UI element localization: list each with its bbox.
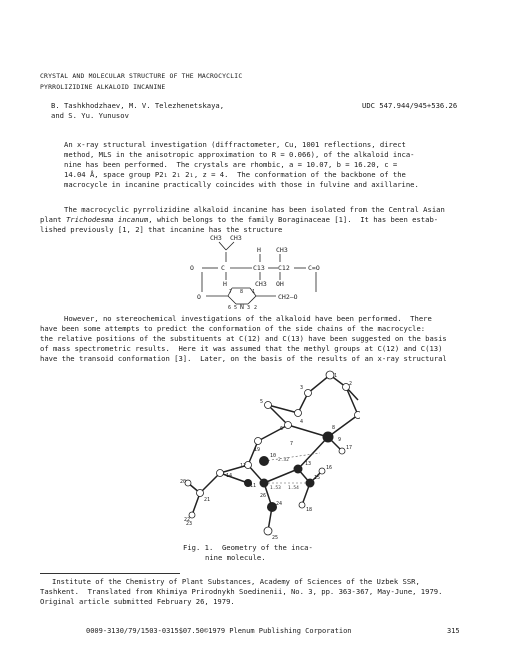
formula-label: O xyxy=(190,264,194,272)
authors-line1: B. Tashkhodzhaev, M. V. Telezhenetskaya, xyxy=(51,101,225,110)
formula-label: N xyxy=(240,303,244,310)
para2-line: the relative positions of the substituents at C(12) and C(13) have been suggested on the basis xyxy=(40,334,447,343)
atom-label: 11 xyxy=(250,483,257,489)
abstract-line: 14.04 Å, space group P2₁ 2₁ 2₁, z = 4. The conformation of the backbone of the xyxy=(64,170,406,179)
authors-line2: and S. Yu. Yunusov xyxy=(51,111,129,120)
footnote-line3: Original article submitted February 26, 1979. xyxy=(40,597,235,606)
formula-label: C xyxy=(221,264,225,272)
atom-label: 10 xyxy=(270,453,277,459)
atom-label: 9 xyxy=(338,437,342,443)
figure-caption-line2: nine molecule. xyxy=(205,553,266,562)
atom-label: 4 xyxy=(300,419,304,425)
atom-label: 17 xyxy=(346,445,353,451)
para2-line: of mass spectrometric results. Here it was assumed that the methyl groups at C(12) and C(13) xyxy=(40,344,443,353)
atom-label: 18 xyxy=(306,507,313,513)
bond-length-label: 1.54 xyxy=(288,486,299,491)
bond-length-label: 1.53 xyxy=(270,486,281,491)
formula-label: OH xyxy=(276,280,284,288)
atom-label: 23 xyxy=(186,521,193,527)
formula-label: CH3 xyxy=(210,234,222,242)
para1-line3: lished previously [1, 2] that incanine has the structure xyxy=(40,225,283,234)
atom-label: 21 xyxy=(204,497,211,503)
atom-label: 7 xyxy=(290,441,294,447)
para2-line: However, no stereochemical investigations of the alkaloid have been performed. There xyxy=(64,314,432,323)
figure-caption-line1: Fig. 1. Geometry of the inca- xyxy=(183,543,313,552)
atom-label: 2 xyxy=(349,381,353,387)
abstract-line: nine has been performed. The crystals are rhombic, a = 10.07, b = 16.20, c = xyxy=(64,160,398,169)
para2-line: have the transoid conformation [3]. Later, on the basis of the results of an x-ray structural xyxy=(40,354,447,363)
formula-label: C12 xyxy=(278,264,290,272)
species-name: Trichodesma incanum xyxy=(65,215,149,224)
formula-label: C=O xyxy=(308,264,320,272)
footnote-line2: Tashkent. Translated from Khimiya Prirodnykh Soedinenii, No. 3, pp. 363-367, May-June, 1979. xyxy=(40,587,443,596)
para2-line: have been some attempts to predict the conformation of the side chains of the macrocycle: xyxy=(40,324,426,333)
atom-label: 12 xyxy=(240,463,247,469)
formula-label: H xyxy=(257,246,261,254)
formula-label: H xyxy=(223,280,227,288)
bond-length-label: 2.32 xyxy=(278,458,289,463)
atom-label: 14 xyxy=(226,473,233,479)
formula-label: 1 xyxy=(252,289,256,295)
footnote-divider xyxy=(40,573,180,574)
incanine-structure-formula xyxy=(170,230,370,310)
paper-title-line2: PYRROLIZIDINE ALKALOID INCANINE xyxy=(40,83,166,91)
atom-label: 19 xyxy=(254,447,261,453)
formula-label: 7 xyxy=(229,289,233,295)
page-number: 315 xyxy=(447,627,460,635)
atom-label: 20 xyxy=(180,479,187,485)
atom-label: 24 xyxy=(276,501,283,507)
atom-label: 15 xyxy=(314,475,321,481)
abstract-line: method, MLS in the anisotropic approximation to R = 0.066), of the alkaloid inca- xyxy=(64,150,415,159)
formula-label: CH3 xyxy=(255,280,267,288)
copyright-code: 0009-3130/79/1503-0315$07.50©1979 Plenum Publishing Corporation xyxy=(86,627,352,635)
atom-label: 22 xyxy=(184,517,191,523)
formula-label: CH3 xyxy=(276,246,288,254)
atom-label: 16 xyxy=(326,465,333,471)
formula-label: O xyxy=(197,293,201,301)
atom-label: 3 xyxy=(300,385,304,391)
paper-title-line1: CRYSTAL AND MOLECULAR STRUCTURE OF THE MACROCYCLIC xyxy=(40,72,243,80)
atom-label: 1 xyxy=(334,373,338,379)
formula-label: 2 xyxy=(254,305,258,310)
formula-label: CH2—O xyxy=(278,293,298,301)
abstract-line: macrocycle in incanine practically coincides with those in fulvine and axillarine. xyxy=(64,180,419,189)
para1-line2: plant Trichodesma incanum, which belongs to the family Boraginaceae [1]. It has been estab- xyxy=(40,215,439,224)
formula-label: 5 xyxy=(234,305,238,310)
atom-label: 6 xyxy=(280,426,284,432)
atom-label: 26 xyxy=(260,493,267,499)
formula-label: C13 xyxy=(253,264,265,272)
formula-label: 3 xyxy=(247,305,251,310)
atom-label: 5 xyxy=(260,399,264,405)
formula-label: CH3 xyxy=(230,234,242,242)
atom-label: 25 xyxy=(272,535,279,541)
formula-label: 6 xyxy=(228,305,232,310)
para1-line1: The macrocyclic pyrrolizidine alkaloid incanine has been isolated from the Central Asian xyxy=(64,205,445,214)
atom-label: 13 xyxy=(305,461,312,467)
footnote-line1: Institute of the Chemistry of Plant Substances, Academy of Sciences of the Uzbek SSR, xyxy=(52,577,420,586)
abstract-line: An x-ray structural investigation (diffractometer, Cu, 1001 reflections, direct xyxy=(64,140,406,149)
incanine-molecule-figure xyxy=(160,365,360,545)
udc-code: UDC 547.944/945+536.26 xyxy=(362,101,458,110)
atom-label: 8 xyxy=(332,425,336,431)
formula-label: 8 xyxy=(240,289,244,295)
